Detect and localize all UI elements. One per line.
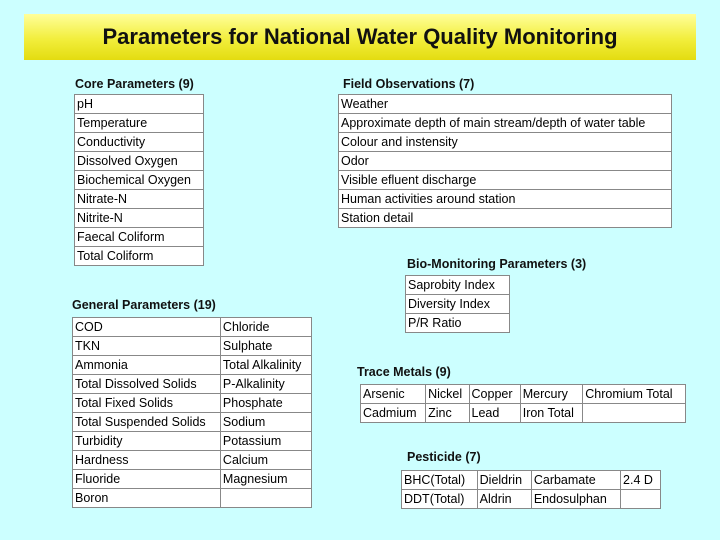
table-cell: Dissolved Oxygen (75, 152, 204, 171)
table-cell: Copper (469, 385, 520, 404)
table-row (73, 356, 312, 375)
general-parameters-table (72, 317, 312, 508)
table-row (339, 133, 672, 152)
page-title: Parameters for National Water Quality Monitoring (24, 14, 696, 60)
table-cell: Chloride (220, 318, 311, 337)
table-cell: Approximate depth of main stream/depth of water table (339, 114, 672, 133)
table-cell: P/R Ratio (406, 314, 510, 333)
table-row (75, 190, 204, 209)
table-cell: Fluoride (73, 470, 221, 489)
table-row (339, 114, 672, 133)
table-cell: Biochemical Oxygen (75, 171, 204, 190)
table-row (73, 470, 312, 489)
table-row (75, 133, 204, 152)
core-parameters-label: Core Parameters (9) (75, 77, 194, 91)
table-row (339, 171, 672, 190)
table-cell: Ammonia (73, 356, 221, 375)
table-cell: Station detail (339, 209, 672, 228)
table-cell (220, 489, 311, 508)
table-cell: Diversity Index (406, 295, 510, 314)
table-cell: Hardness (73, 451, 221, 470)
table-cell: Temperature (75, 114, 204, 133)
table-cell: Mercury (520, 385, 583, 404)
table-row (73, 375, 312, 394)
table-cell: Human activities around station (339, 190, 672, 209)
table-row (75, 171, 204, 190)
table-row (75, 95, 204, 114)
table-row (339, 209, 672, 228)
table-cell: TKN (73, 337, 221, 356)
table-cell: Total Fixed Solids (73, 394, 221, 413)
table-cell (621, 490, 661, 509)
table-cell: Iron Total (520, 404, 583, 423)
table-cell: Conductivity (75, 133, 204, 152)
table-cell: Potassium (220, 432, 311, 451)
pesticide-label: Pesticide (7) (407, 450, 481, 464)
table-row (75, 152, 204, 171)
table-cell: Nickel (426, 385, 469, 404)
table-row (406, 314, 510, 333)
table-cell: Total Dissolved Solids (73, 375, 221, 394)
table-cell: Total Coliform (75, 247, 204, 266)
table-cell: Colour and instensity (339, 133, 672, 152)
table-row (406, 295, 510, 314)
table-cell: Odor (339, 152, 672, 171)
table-row (361, 385, 686, 404)
table-cell: Carbamate (531, 471, 620, 490)
table-cell: Phosphate (220, 394, 311, 413)
table-row (75, 209, 204, 228)
table-cell: Nitrate-N (75, 190, 204, 209)
table-cell: Zinc (426, 404, 469, 423)
table-row (361, 404, 686, 423)
table-row (339, 95, 672, 114)
table-cell: Saprobity Index (406, 276, 510, 295)
table-cell: Visible efluent discharge (339, 171, 672, 190)
table-cell: 2.4 D (621, 471, 661, 490)
table-row (402, 471, 661, 490)
table-row (73, 451, 312, 470)
table-cell: Endosulphan (531, 490, 620, 509)
table-row (75, 114, 204, 133)
table-cell: Weather (339, 95, 672, 114)
table-cell: Sodium (220, 413, 311, 432)
table-row (339, 190, 672, 209)
field-observations-table (338, 94, 672, 228)
table-row (73, 432, 312, 451)
table-cell: COD (73, 318, 221, 337)
trace-metals-label: Trace Metals (9) (357, 365, 451, 379)
table-row (73, 394, 312, 413)
bio-monitoring-table (405, 275, 510, 333)
table-row (73, 337, 312, 356)
core-parameters-table (74, 94, 204, 266)
table-cell: BHC(Total) (402, 471, 478, 490)
table-cell: P-Alkalinity (220, 375, 311, 394)
table-row (73, 318, 312, 337)
table-cell: Total Suspended Solids (73, 413, 221, 432)
table-cell: Chromium Total (583, 385, 686, 404)
table-row (75, 247, 204, 266)
table-cell: Aldrin (477, 490, 531, 509)
table-cell: Nitrite-N (75, 209, 204, 228)
table-cell: Faecal Coliform (75, 228, 204, 247)
table-cell: Lead (469, 404, 520, 423)
field-observations-label: Field Observations (7) (343, 77, 475, 91)
table-cell: Dieldrin (477, 471, 531, 490)
table-row (406, 276, 510, 295)
table-cell: Magnesium (220, 470, 311, 489)
table-row (339, 152, 672, 171)
table-row (73, 413, 312, 432)
table-cell: Total Alkalinity (220, 356, 311, 375)
table-cell: Arsenic (361, 385, 426, 404)
table-cell: Sulphate (220, 337, 311, 356)
table-cell (583, 404, 686, 423)
table-cell: Boron (73, 489, 221, 508)
table-row (73, 489, 312, 508)
table-row (402, 490, 661, 509)
general-parameters-label: General Parameters (19) (72, 298, 216, 312)
table-cell: Calcium (220, 451, 311, 470)
table-cell: DDT(Total) (402, 490, 478, 509)
trace-metals-table (360, 384, 686, 423)
table-row (75, 228, 204, 247)
table-cell: pH (75, 95, 204, 114)
pesticide-table (401, 470, 661, 509)
table-cell: Turbidity (73, 432, 221, 451)
bio-monitoring-label: Bio-Monitoring Parameters (3) (407, 257, 587, 271)
table-cell: Cadmium (361, 404, 426, 423)
